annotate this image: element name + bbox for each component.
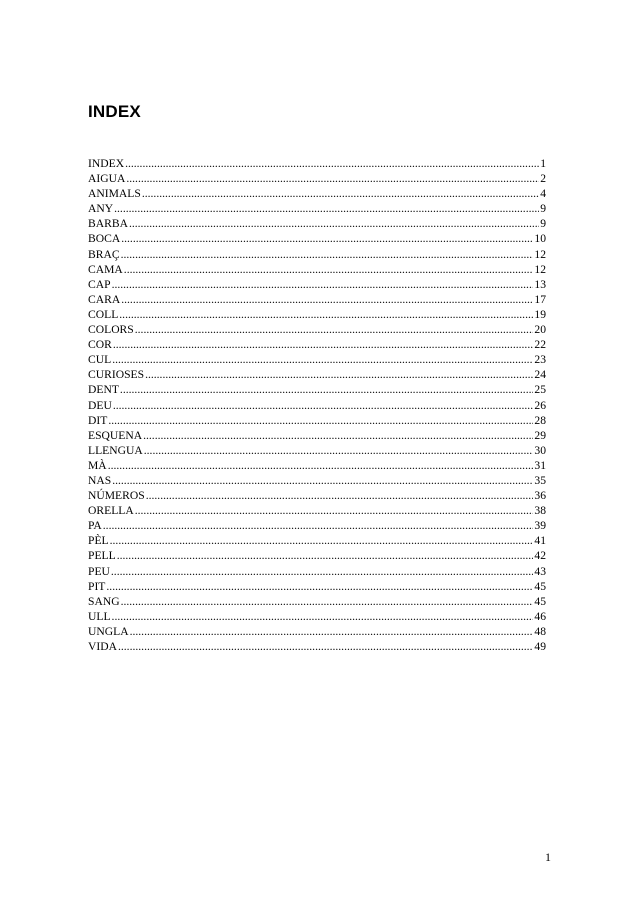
- toc-entry-label: ANIMALS: [88, 187, 141, 201]
- toc-entry-page: 24: [534, 368, 546, 382]
- toc-entry-label: ULL: [88, 609, 111, 623]
- toc-dot-leader: [112, 609, 534, 624]
- toc-entry[interactable]: [88, 398, 546, 413]
- toc-dot-leader: [112, 473, 533, 488]
- toc-dot-leader: [120, 382, 533, 397]
- toc-entry-label: MÀ: [88, 458, 107, 472]
- page-title: INDEX: [88, 102, 141, 121]
- toc-entry[interactable]: [88, 639, 546, 654]
- toc-dot-leader: [135, 503, 534, 518]
- toc-entry-page: 29: [534, 428, 546, 442]
- toc-entry-page: 12: [534, 262, 546, 276]
- toc-entry[interactable]: [88, 201, 546, 216]
- toc-entry[interactable]: [88, 216, 546, 231]
- toc-entry-label: ORELLA: [88, 504, 134, 518]
- toc-dot-leader: [112, 352, 533, 367]
- toc-entry-label: VIDA: [88, 640, 117, 653]
- toc-entry[interactable]: [88, 579, 546, 594]
- toc-entry-page: 46: [534, 609, 546, 623]
- toc-entry-label: CURIOSES: [88, 368, 145, 382]
- toc-entry-label: COR: [88, 338, 112, 352]
- toc-dot-leader: [129, 216, 539, 231]
- toc-entry[interactable]: [88, 307, 546, 322]
- toc-entry[interactable]: [88, 367, 546, 382]
- toc-entry-page: 49: [534, 640, 546, 653]
- toc-entry-label: UNGLA: [88, 624, 129, 638]
- toc-entry-page: 42: [534, 549, 546, 563]
- toc-dot-leader: [110, 533, 534, 548]
- toc-entry-label: PELL: [88, 549, 116, 563]
- toc-entry[interactable]: [88, 292, 546, 307]
- toc-entry[interactable]: [88, 488, 546, 503]
- toc-entry-page: 41: [534, 534, 546, 548]
- toc-entry-label: SANG: [88, 594, 120, 608]
- toc-entry-label: PEU: [88, 564, 110, 578]
- toc-dot-leader: [135, 322, 534, 337]
- toc-entry-page: 31: [534, 458, 546, 472]
- toc-entry-label: CARA: [88, 292, 121, 306]
- toc-entry[interactable]: [88, 428, 546, 443]
- toc-entry-page: 48: [534, 624, 546, 638]
- toc-entry-page: 26: [534, 398, 546, 412]
- toc-dot-leader: [121, 231, 533, 246]
- toc-dot-leader: [121, 594, 534, 609]
- toc-entry-label: BARBA: [88, 217, 128, 231]
- toc-entry-label: INDEX: [88, 157, 125, 170]
- toc-dot-leader: [103, 518, 534, 533]
- toc-entry[interactable]: [88, 413, 546, 428]
- toc-dot-leader: [119, 307, 533, 322]
- toc-entry[interactable]: [88, 337, 546, 352]
- toc-entry[interactable]: [88, 382, 546, 397]
- toc-entry[interactable]: [88, 518, 546, 533]
- toc-dot-leader: [111, 564, 534, 579]
- toc-dot-leader: [121, 247, 534, 262]
- toc-dot-leader: [114, 201, 539, 216]
- table-of-contents: [88, 156, 546, 654]
- toc-entry-page: 10: [534, 232, 546, 246]
- toc-entry[interactable]: [88, 247, 546, 262]
- toc-dot-leader: [142, 186, 539, 201]
- toc-entry[interactable]: [88, 352, 546, 367]
- toc-dot-leader: [108, 413, 533, 428]
- toc-entry-label: CAP: [88, 277, 111, 291]
- toc-entry-page: 28: [534, 413, 546, 427]
- toc-dot-leader: [125, 156, 539, 171]
- toc-entry-label: PÈL: [88, 534, 109, 548]
- toc-entry-page: 45: [534, 594, 546, 608]
- toc-entry[interactable]: [88, 609, 546, 624]
- toc-entry[interactable]: [88, 443, 546, 458]
- toc-entry-page: 45: [534, 579, 546, 593]
- toc-dot-leader: [113, 398, 534, 413]
- toc-entry-page: 38: [534, 504, 546, 518]
- toc-entry-label: DEU: [88, 398, 112, 412]
- toc-dot-leader: [124, 262, 534, 277]
- toc-dot-leader: [106, 579, 533, 594]
- toc-entry-page: 23: [534, 353, 546, 367]
- toc-entry-page: 2: [540, 172, 546, 186]
- toc-entry[interactable]: [88, 458, 546, 473]
- toc-entry-page: 25: [534, 383, 546, 397]
- page-number: 1: [545, 850, 551, 864]
- toc-entry-label: ANY: [88, 202, 114, 216]
- toc-entry[interactable]: [88, 503, 546, 518]
- toc-entry-page: 13: [534, 277, 546, 291]
- toc-dot-leader: [117, 548, 534, 563]
- toc-entry-label: LLENGUA: [88, 443, 143, 457]
- toc-entry[interactable]: [88, 594, 546, 609]
- toc-entry-label: COLL: [88, 307, 119, 321]
- toc-entry[interactable]: [88, 231, 546, 246]
- toc-dot-leader: [146, 488, 534, 503]
- toc-entry-label: BRAÇ: [88, 247, 120, 261]
- toc-dot-leader: [143, 428, 533, 443]
- toc-entry[interactable]: [88, 533, 546, 548]
- toc-entry-label: PA: [88, 519, 102, 533]
- toc-dot-leader: [130, 624, 534, 639]
- toc-entry-page: 1: [540, 157, 546, 170]
- toc-entry-label: BOCA: [88, 232, 121, 246]
- toc-dot-leader: [145, 367, 533, 382]
- toc-entry-label: CUL: [88, 353, 112, 367]
- toc-entry-page: 35: [534, 473, 546, 487]
- toc-entry[interactable]: [88, 473, 546, 488]
- toc-entry[interactable]: [88, 262, 546, 277]
- toc-entry[interactable]: [88, 624, 546, 639]
- toc-entry-page: 19: [534, 307, 546, 321]
- toc-entry[interactable]: [88, 564, 546, 579]
- toc-dot-leader: [121, 292, 533, 307]
- toc-entry-label: PIT: [88, 579, 106, 593]
- toc-dot-leader: [126, 171, 539, 186]
- toc-entry[interactable]: [88, 548, 546, 563]
- toc-entry-page: 9: [540, 202, 546, 216]
- toc-dot-leader: [144, 443, 534, 458]
- toc-entry-page: 9: [540, 217, 546, 231]
- toc-entry-page: 12: [534, 247, 546, 261]
- toc-entry-page: 39: [534, 519, 546, 533]
- toc-entry-label: DENT: [88, 383, 119, 397]
- toc-entry-page: 17: [534, 292, 546, 306]
- toc-entry-label: NÚMEROS: [88, 489, 145, 503]
- toc-entry-label: NAS: [88, 473, 112, 487]
- toc-entry-page: 22: [534, 338, 546, 352]
- toc-entry[interactable]: [88, 186, 546, 201]
- toc-dot-leader: [112, 277, 534, 292]
- toc-entry-label: ESQUENA: [88, 428, 143, 442]
- toc-entry[interactable]: [88, 322, 546, 337]
- toc-dot-leader: [118, 639, 533, 654]
- toc-entry-page: 30: [534, 443, 546, 457]
- toc-entry-page: 43: [534, 564, 546, 578]
- toc-dot-leader: [108, 458, 534, 473]
- toc-entry[interactable]: [88, 156, 546, 171]
- toc-entry-page: 20: [534, 323, 546, 337]
- toc-entry-page: 36: [534, 489, 546, 503]
- toc-entry-label: CAMA: [88, 262, 123, 276]
- toc-entry-label: AIGUA: [88, 172, 126, 186]
- toc-entry-label: COLORS: [88, 323, 134, 337]
- toc-dot-leader: [113, 337, 534, 352]
- toc-entry-page: 4: [540, 187, 546, 201]
- toc-entry-label: DIT: [88, 413, 108, 427]
- toc-entry[interactable]: [88, 277, 546, 292]
- toc-entry[interactable]: [88, 171, 546, 186]
